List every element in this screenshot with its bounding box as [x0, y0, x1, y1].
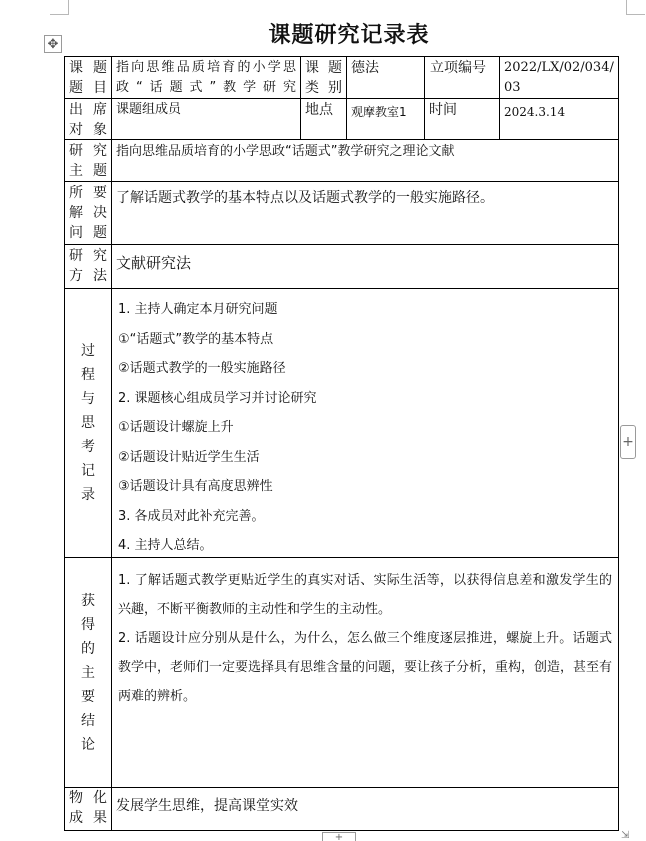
- conclusion-label-char: 的: [81, 640, 95, 657]
- process-line: ①话题设计螺旋上升: [118, 420, 234, 435]
- value-research-theme[interactable]: 指向思维品质培育的小学思政“话题式”教学研究之理论文献: [112, 140, 619, 182]
- label-time: 时间: [425, 99, 500, 140]
- conclusion-label-char: 论: [81, 736, 95, 753]
- process-label-char: 录: [81, 487, 95, 503]
- page-corner-mark-right: [626, 0, 645, 15]
- value-category[interactable]: 德法: [347, 57, 425, 99]
- page-title: 课题研究记录表: [268, 22, 430, 48]
- label-research-theme: 研究主题: [65, 140, 112, 182]
- add-column-button[interactable]: +: [620, 425, 636, 459]
- add-row-button[interactable]: +: [322, 832, 356, 841]
- page-corner-mark-left: [50, 0, 69, 15]
- value-location[interactable]: 观摩教室1: [347, 99, 425, 140]
- process-line: 3. 各成员对此补充完善。: [118, 508, 265, 524]
- process-line: ③话题设计具有高度思辨性: [118, 479, 273, 494]
- value-problem[interactable]: 了解话题式教学的基本特点以及话题式教学的一般实施路径。: [112, 182, 619, 245]
- label-category: 课题类别: [301, 57, 347, 99]
- process-line: 2. 课题核心组成员学习并讨论研究: [118, 390, 317, 406]
- process-record[interactable]: [112, 289, 619, 558]
- conclusion-label-char: 主: [81, 664, 95, 681]
- label-conclusion: [65, 558, 112, 788]
- process-label-char: 过: [81, 343, 95, 359]
- record-table: [64, 56, 619, 831]
- process-label-char: 思: [81, 415, 95, 431]
- conclusion-label-char: 要: [81, 688, 95, 705]
- process-line: ②话题设计贴近学生生活: [118, 449, 260, 465]
- label-outcome: 物化成果: [65, 788, 112, 831]
- conclusion-paragraph: 1. 了解话题式教学更贴近学生的真实对话、实际生活等，以获得信息差和激发学生的兴趣，不断平衡教师的主动性和学生的主动性。: [118, 573, 612, 617]
- conclusion-text[interactable]: [112, 558, 619, 788]
- process-line: ②话题式教学的一般实施路径: [118, 361, 286, 376]
- value-method[interactable]: 文献研究法: [112, 245, 619, 289]
- process-line: 1. 主持人确定本月研究问题: [118, 302, 278, 317]
- process-label-char: 考: [81, 439, 95, 455]
- value-topic[interactable]: 指向思维品质培育的小学思政“话题式”教学研究: [112, 57, 301, 99]
- conclusion-paragraph: 2. 话题设计应分别从是什么，为什么，怎么做三个维度逐层推进，螺旋上升。话题式教学中，老师们一定要选择具有思维含量的问题，要让孩子分析，重构，创造，甚至有两难的辨析。: [118, 631, 613, 704]
- conclusion-label-char: 得: [81, 616, 95, 633]
- label-attendees: 出席对象: [65, 99, 112, 140]
- value-project-no[interactable]: 2022/LX/02/034/03: [500, 57, 619, 99]
- label-method: 研究方法: [65, 245, 112, 289]
- process-label-char: 记: [81, 463, 95, 479]
- table-resize-handle-icon[interactable]: ⇲: [621, 830, 630, 841]
- process-label-char: 程: [81, 367, 95, 383]
- label-topic: 课题题目: [65, 57, 112, 99]
- label-problem: 所要解决问题: [65, 182, 112, 245]
- process-label-char: 与: [81, 391, 95, 407]
- label-location: 地点: [301, 99, 347, 140]
- conclusion-label-char: 结: [81, 712, 95, 729]
- conclusion-label-char: 获: [81, 592, 95, 609]
- value-outcome[interactable]: 发展学生思维，提高课堂实效: [112, 788, 619, 831]
- value-time[interactable]: 2024.3.14: [500, 99, 619, 140]
- label-project-no: 立项编号: [425, 57, 500, 99]
- table-move-handle-icon[interactable]: ✥: [44, 35, 62, 53]
- conclusion-label-stack: [81, 591, 95, 755]
- process-line: 4. 主持人总结。: [118, 538, 213, 553]
- label-process: [65, 289, 112, 558]
- process-label-stack: [81, 341, 95, 505]
- value-attendees[interactable]: 课题组成员: [112, 99, 301, 140]
- process-line: ①“话题式”教学的基本特点: [118, 331, 274, 347]
